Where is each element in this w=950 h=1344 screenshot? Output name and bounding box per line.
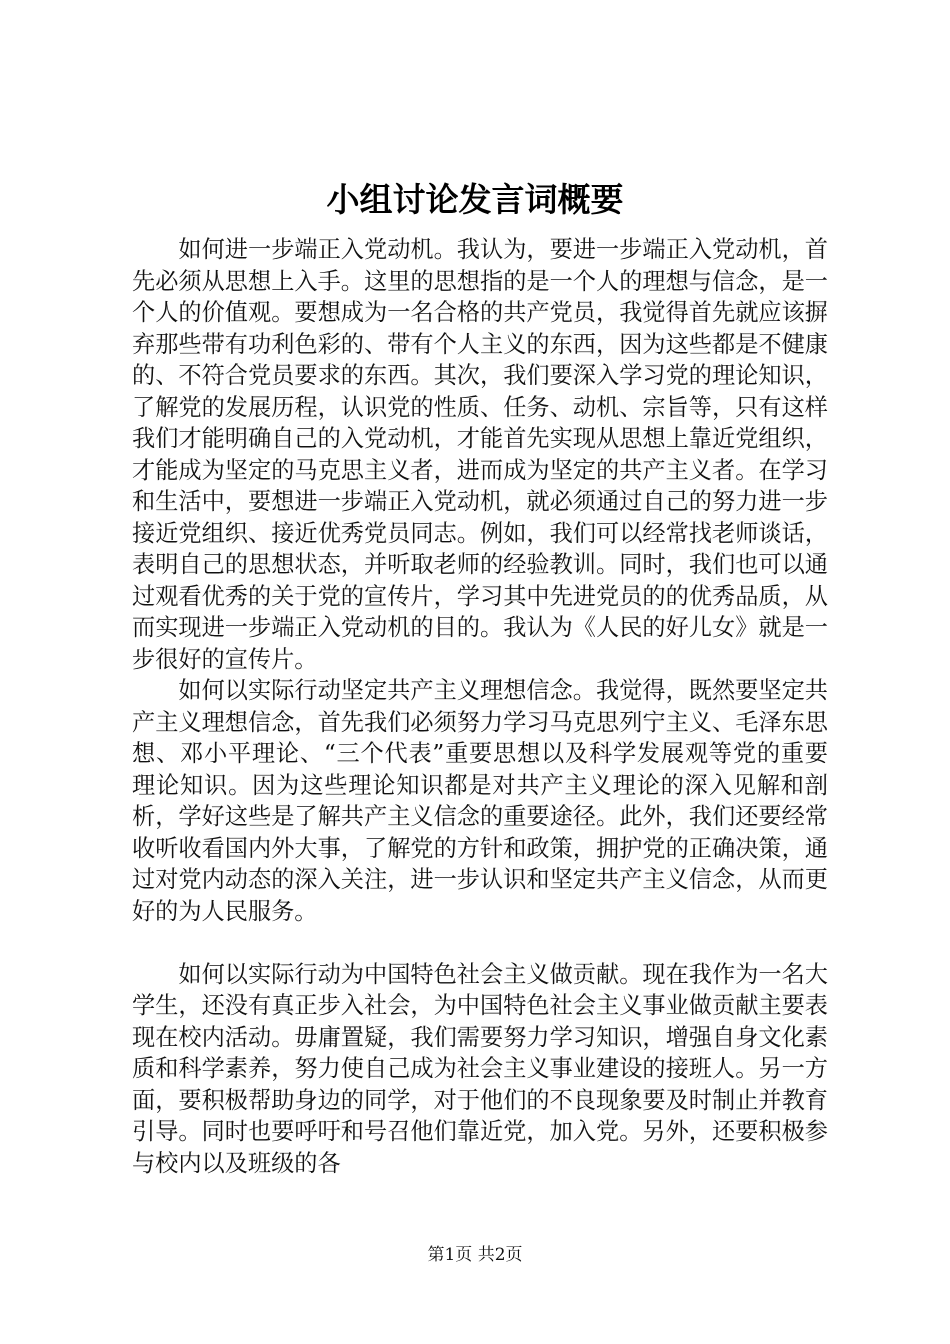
page-number-footer: 第1页 共2页 <box>427 1245 523 1265</box>
document-body <box>132 234 828 1179</box>
paragraph-3: 如何以实际行动为中国特色社会主义做贡献。现在我作为一名大学生，还没有真正步入社会，为中国特色社会主义事业做贡献主要表现在校内活动。毋庸置疑，我们需要努力学习知识，增强自身文化素质和科学素养，努力使自己成为社会主义事业建设的接班人。另一方面，要积极帮助身边的同学，对于他们的不良现象要及时制止并教育引导。同时也要呼吁和号召他们靠近党，加入党。另外，还要积极参与校内以及班级的各 <box>132 960 828 1177</box>
paragraph-1: 如何进一步端正入党动机。我认为，要进一步端正入党动机，首先必须从思想上入手。这里的思想指的是一个人的理想与信念，是一个人的价值观。要想成为一名合格的共产党员，我觉得首先就应该摒弃那些带有功利色彩的、带有个人主义的东西，因为这些都是不健康的、不符合党员要求的东西。其次，我们要深入学习党的理论知识，了解党的发展历程，认识党的性质、任务、动机、宗旨等，只有这样我们才能明确自己的入党动机，才能首先实现从思想上靠近党组织，才能成为坚定的马克思主义者，进而成为坚定的共产主义者。在学习和生活中，要想进一步端正入党动机，就必须通过自己的努力进一步接近党组织、接近优秀党员同志。例如，我们可以经常找老师谈话，表明自己的思想状态，并听取老师的经验教训。同时，我们也可以通过观看优秀的关于党的宣传片，学习其中先进党员的的优秀品质，从而实现进一步端正入党动机的目的。我认为《人民的好儿女》就是一步很好的宣传片。 <box>132 236 828 673</box>
document-title: 小组讨论发言词概要 <box>326 180 624 219</box>
paragraph-2: 如何以实际行动坚定共产主义理想信念。我觉得，既然要坚定共产主义理想信念，首先我们必须努力学习马克思列宁主义、毛泽东思想、邓小平理论、“三个代表”重要思想以及科学发展观等党的重要理论知识。因为这些理论知识都是对共产主义理论的深入见解和剖析，学好这些是了解共产主义信念的重要途径。此外，我们还要经常收听收看国内外大事，了解党的方针和政策，拥护党的正确决策，通过对党内动态的深入关注，进一步认识和坚定共产主义信念，从而更好的为人民服务。 <box>132 677 828 925</box>
